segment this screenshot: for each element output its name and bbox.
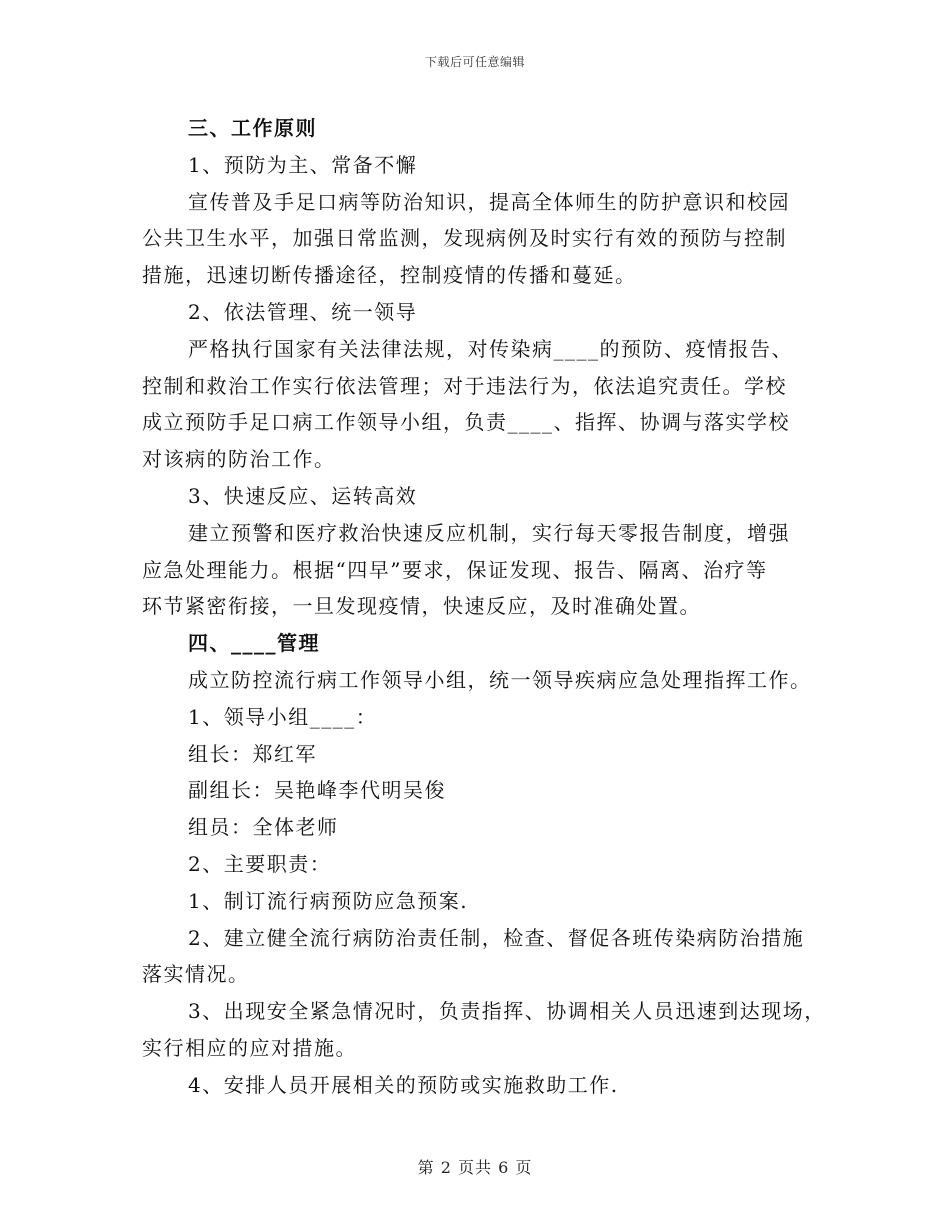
list-item: 1、领导小组____： <box>188 704 378 729</box>
paragraph-line: 建立预警和医疗救治快速反应机制，实行每天零报告制度，增强 <box>188 520 790 545</box>
principle-heading: 2、依法管理、统一领导 <box>188 299 418 324</box>
paragraph-line: 成立预防手足口病工作领导小组，负责____、指挥、协调与落实学校 <box>142 410 790 435</box>
paragraph-line: 应急处理能力。根据“四早”要求，保证发现、报告、隔离、治疗等 <box>142 557 768 582</box>
page-header: 下载后可任意编辑 <box>424 55 525 69</box>
list-item: 组员：全体老师 <box>188 815 339 840</box>
paragraph-line: 环节紧密衔接，一旦发现疫情，快速反应，及时准确处置。 <box>142 594 701 619</box>
list-item: 2、主要职责： <box>188 851 332 876</box>
document-body <box>142 110 826 1104</box>
paragraph-line: 成立防控流行病工作领导小组，统一领导疾病应急处理指挥工作。 <box>188 667 812 692</box>
paragraph-line: 严格执行国家有关法律法规，对传染病____的预防、疫情报告、 <box>188 336 793 361</box>
principle-heading: 1、预防为主、常备不懈 <box>188 152 418 177</box>
paragraph-line: 宣传普及手足口病等防治知识，提高全体师生的防护意识和校园 <box>188 189 790 214</box>
paragraph-line: 公共卫生水平，加强日常监测，发现病例及时实行有效的预防与控制 <box>142 226 787 251</box>
paragraph-line: 对该病的防治工作。 <box>142 447 336 472</box>
section-heading: 三、工作原则 <box>188 116 317 140</box>
section-heading: 四、____管理 <box>188 631 320 656</box>
list-item: 1、制订流行病预防应急预案. <box>188 888 469 913</box>
list-item: 3、出现安全紧急情况时，负责指挥、协调相关人员迅速到达现场， <box>188 999 826 1024</box>
paragraph-line: 控制和救治工作实行依法管理；对于违法行为，依法追究责任。学校 <box>142 373 787 398</box>
principle-heading: 3、快速反应、运转高效 <box>188 483 418 508</box>
paragraph-line: 措施，迅速切断传播途径，控制疫情的传播和蔓延。 <box>142 263 637 288</box>
list-item: 组长：郑红军 <box>188 741 317 766</box>
list-item: 副组长：吴艳峰李代明吴俊 <box>188 778 446 803</box>
page-number: 第 2 页共 6 页 <box>417 1158 533 1177</box>
paragraph-line: 实行相应的应对措施。 <box>142 1035 357 1060</box>
list-item: 2、建立健全流行病防治责任制，检查、督促各班传染病防治措施 <box>188 925 805 950</box>
paragraph-line: 落实情况。 <box>142 962 250 987</box>
list-item: 4、安排人员开展相关的预防或实施救助工作. <box>188 1072 619 1097</box>
